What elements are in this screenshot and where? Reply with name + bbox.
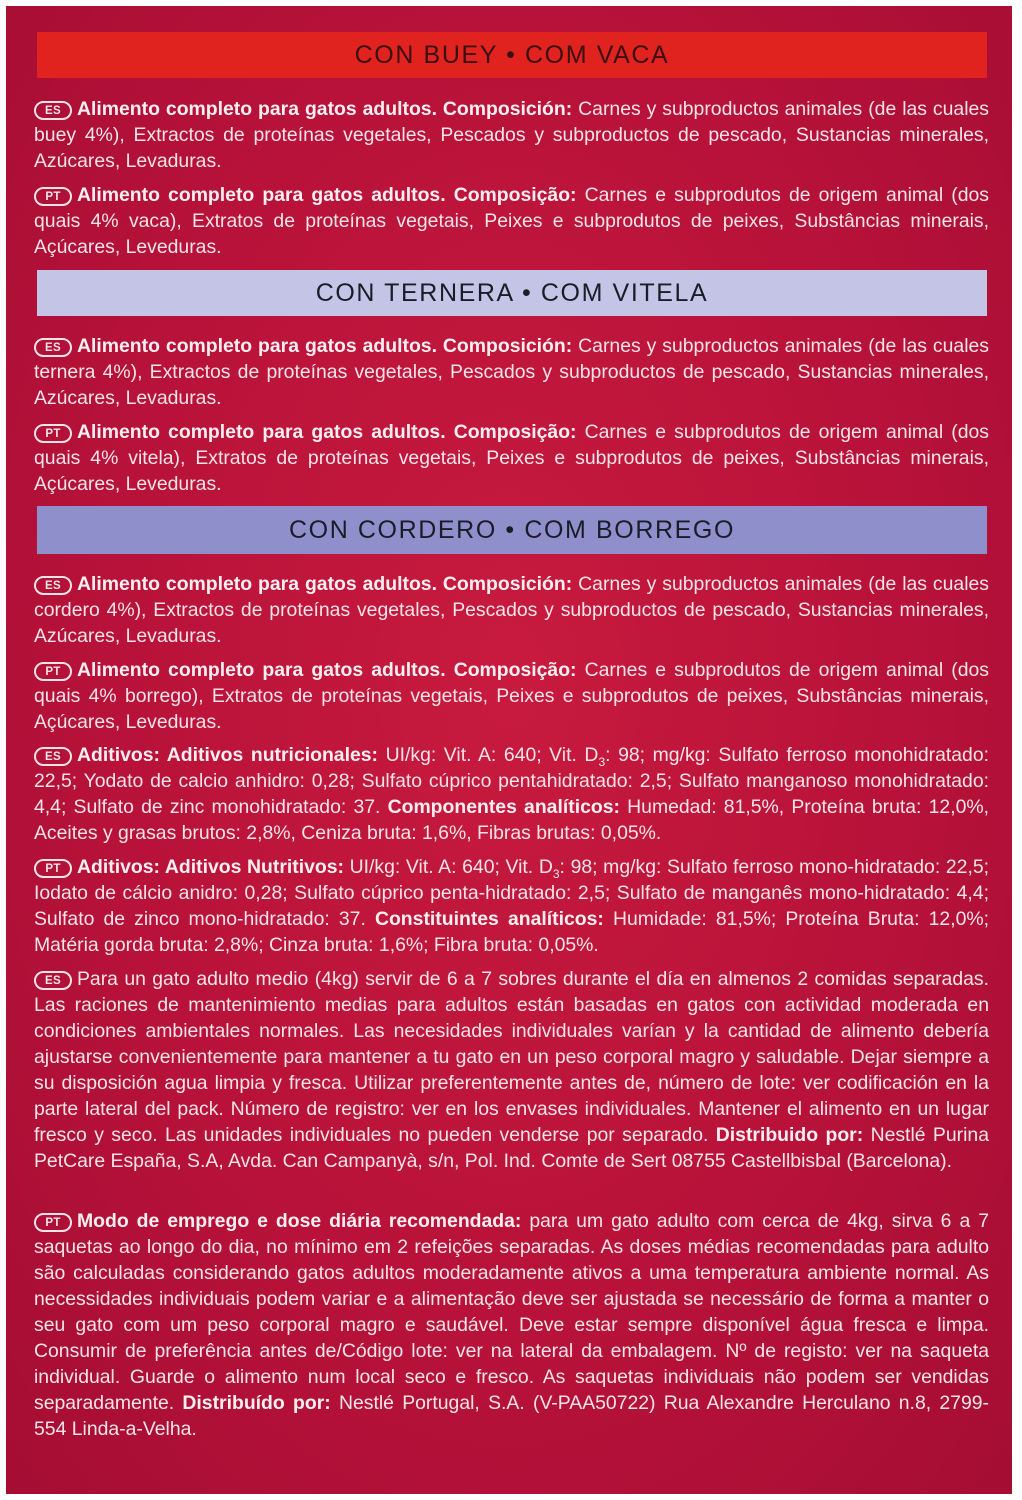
es-language-badge-icon: ES (34, 101, 72, 120)
es-language-badge-icon: ES (34, 971, 72, 990)
paragraph-cordero-es: ES Alimento completo para gatos adultos. Composición: Carnes y subproductos animales (de las cuales cordero 4%), Extractos de proteínas vegetales, Pescados y subproductos de pescado, Sustancias minerales, Azúcares, Levaduras. (34, 573, 989, 647)
label-panel (6, 6, 1012, 1494)
pt-language-badge-icon: PT (34, 662, 72, 681)
es-language-badge-icon: ES (34, 338, 72, 357)
paragraph-aditivos-pt: PT Aditivos: Aditivos Nutritivos: UI/kg: Vit. A: 640; Vit. $D_3$: 98; mg/kg: Sulfato ferroso mono-hidratado: 22,5; Iodato de cálcio anidro: 0,28; Sulfato cúprico penta-hidratado: 2,5; Sulfato de manganês mono-hidratado: 4,4; Sulfato de zinco mono-hidratado: 37. Constituintes analíticos: Humidade: 81,5%; Proteína Bruta: 12,0%; Matéria gorda bruta: 2,8%; Cinza bruta: 1,6%; Fibra bruta: 0,05%. (34, 856, 990, 956)
paragraph-aditivos-es: ES Aditivos: Aditivos nutricionales: UI/kg: Vit. A: 640; Vit. $D_3$: 98; mg/kg: Sulfato ferroso monohidratado: 22,5; Yodato de calcio anhidro: 0,28; Sulfato cúprico pentahidratado: 2,5; Sulfato manganoso monohidratado: 4,4; Sulfato de zinc monohidratado: 37. Componentes analíticos: Humedad: 81,5%, Proteína bruta: 12,0%, Aceites y grasas brutos: 2,8%, Ceniza bruta: 1,6%, Fibras brutas: 0,05%. (34, 744, 989, 844)
pt-language-badge-icon: PT (34, 859, 72, 878)
section-header-ternera: CON TERNERA • COM VITELA (37, 270, 987, 316)
paragraph-buey-pt: PT Alimento completo para gatos adultos. Composição: Carnes e subprodutos de origem animal (dos quais 4% vaca), Extratos de proteínas vegetais, Peixes e subprodutos de peixes, Substâncias minerais, Açúcares, Leveduras. (34, 184, 989, 258)
paragraph-ternera-es: ES Alimento completo para gatos adultos. Composición: Carnes y subproductos animales (de las cuales ternera 4%), Extractos de proteínas vegetales, Pescados y subproductos de pescado, Sustancias minerales, Azúcares, Levaduras. (34, 335, 989, 409)
es-language-badge-icon: ES (34, 747, 72, 766)
paragraph-cordero-pt: PT Alimento completo para gatos adultos. Composição: Carnes e subprodutos de origem animal (dos quais 4% borrego), Extratos de proteínas vegetais, Peixes e subprodutos de peixes, Substâncias minerais, Açúcares, Leveduras. (34, 659, 989, 733)
paragraph-modo-pt: PT Modo de emprego e dose diária recomendada: para um gato adulto com cerca de 4kg, sirva 6 a 7 saquetas ao longo do dia, no mínimo em 2 refeições separadas. As doses médias recomendadas para adulto são calculadas considerando gatos adultos moderadamente ativos a uma temperatura ambiente normal. As necessidades individuais podem variar e a alimentação deve ser ajustada se necessário de forma a manter o seu gato com um peso corporal magro e saudável. Deve estar sempre disponível água fresca e limpa. Consumir de preferência antes de/Código lote: ver na lateral da embalagem. Nº de registo: ver na saqueta individual. Guarde o alimento num local seco e fresco. As saquetas individuais não podem ser vendidas separadamente. Distribuído por: Nestlé Portugal, S.A. (V-PAA50722) Rua Alexandre Herculano n.8, 2799-554 Linda-a-Velha. (34, 1210, 989, 1440)
pt-language-badge-icon: PT (34, 187, 72, 206)
pt-language-badge-icon: PT (34, 424, 72, 443)
section-header-buey: CON BUEY • COM VACA (37, 32, 987, 78)
es-language-badge-icon: ES (34, 576, 72, 595)
paragraph-modo-es: ES Para un gato adulto medio (4kg) servir de 6 a 7 sobres durante el día en almenos 2 comidas separadas. Las raciones de mantenimiento medias para adultos están basadas en gatos con actividad moderada en condiciones ambientales normales. Las necesidades individuales varían y la cantidad de alimento debería ajustarse convenientemente para mantener a tu gato en un peso corporal magro y saludable. Dejar siempre a su disposición agua limpia y fresca. Utilizar preferentemente antes de, número de lote: ver codificación en la parte lateral del pack. Número de registro: ver en los envases individuales. Mantener el alimento en un lugar fresco y seco. Las unidades individuales no pueden venderse por separado. Distribuido por: Nestlé Purina PetCare España, S.A, Avda. Can Campanyà, s/n, Pol. Ind. Comte de Sert 08755 Castellbisbal (Barcelona). (34, 968, 989, 1172)
pt-language-badge-icon: PT (34, 1213, 72, 1232)
paragraph-buey-es: ES Alimento completo para gatos adultos. Composición: Carnes y subproductos animales (de las cuales buey 4%), Extractos de proteínas vegetales, Pescados y subproductos de pescado, Sustancias minerales, Azúcares, Levaduras. (34, 98, 989, 172)
paragraph-ternera-pt: PT Alimento completo para gatos adultos. Composição: Carnes e subprodutos de origem animal (dos quais 4% vitela), Extratos de proteínas vegetais, Peixes e subprodutos de peixes, Substâncias minerais, Açúcares, Leveduras. (34, 421, 989, 495)
section-header-cordero: CON CORDERO • COM BORREGO (37, 506, 987, 554)
